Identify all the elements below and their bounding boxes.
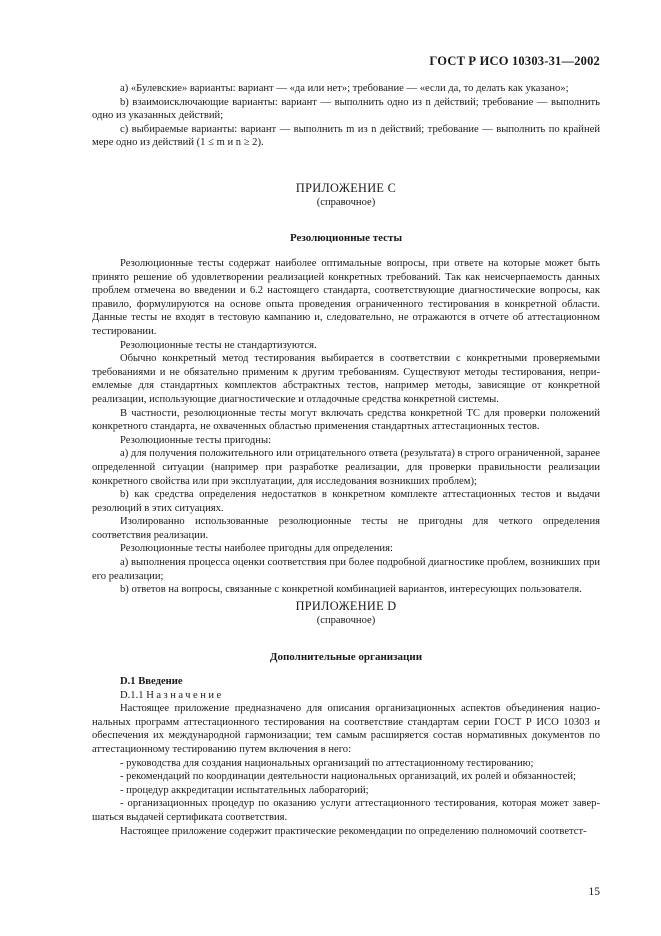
appendix-d-title: Дополнительные организации [269,651,423,663]
paragraph: Обычно конкретный метод тестирования выбирается в соответствии с конкретными проверяемыми требованиями и не обязательно применим к другим требованиям. Существуют методы тестирования, неприемлемые для стандартных комплектов абстрактных тестов, например методы, зависящие от конкретной реализации, использующие диагностические и отладочные средства конкретной системы. [92,353,600,405]
subsection-number: D.1.1 [120,689,144,701]
appendix-c-label: ПРИЛОЖЕНИЕ С [295,181,397,195]
list-item: b) ответов на вопросы, связанные с конкретной комбинацией вариантов, интересующих пользователя. [120,584,582,596]
paragraph: Резолюционные тесты не стандартизуются. [120,339,317,351]
subsection-title: Назначение [146,689,224,701]
section-heading: D.1 Введение [120,676,183,687]
list-item: а) «Булевские» варианты: вариант — «да или нет»; требование — «если да, то делать как указано»; [120,83,569,94]
list-item: - процедур аккредитации испытательных лабораторий; [120,784,369,796]
document-header: ГОСТ Р ИСО 10303-31—2002 [429,54,600,68]
list-item: b) взаимоисключающие варианты: вариант — выполнить одно из n действий; требование — выполнить одно из указанных действий; [92,96,600,122]
options-list [92,82,600,150]
paragraph: Настоящее приложение предназначено для описания организационных аспектов объединения национальных программ аттестационного тестирования на соответствие стандартам серии ГОСТ Р ИСО 10303 и обеспечения их международной гармонизации; тем самым расширяется состав нормативных документов по аттестационному тестированию путем включения в него: [92,703,600,755]
list-item: b) как средства определения недостатков в конкретном комплекте аттестационных тестов и выдачи резолюций в этих ситуациях. [92,489,600,514]
paragraph: Резолюционные тесты наиболее пригодны для определения: [120,543,393,555]
appendix-d-body [92,675,600,838]
list-item: - руководства для создания национальных организаций по аттестационному тестированию; [120,757,534,769]
list-item: а) выполнения процесса оценки соответствия при более подробной диагностике проблем, возникших при его реализации; [92,557,600,582]
list-item: - организационных процедур по оказанию услуги аттестационного тестирования, которая может завершаться выдачей сертификата соответствия. [92,798,600,823]
paragraph: В частности, резолюционные тесты могут включать средства конкретной ТС для проверки положений конкретного стандарта, не охваченных областью применения стандартных аттестационных тестов. [92,407,600,433]
paragraph: Резолюционные тесты содержат наиболее оптимальные вопросы, при ответе на которые может быть принято решение об удовлетворении реализацией конкретных требований. Так как неисчерпаемость данных проблем отмечена во введении и 6.2 настоящего стандарта, соответствующие диагностические вопросы, как правило, формулируются на основе опыта проведения ограниченного тестирования в конкретной области. Данные тесты не входят в тестовую кампанию и, следовательно, не отражаются в отчете об аттестационном тестировании. [92,258,600,337]
appendix-c-title: Резолюционные тесты [289,232,403,244]
appendix-c-note: (справочное) [316,197,376,208]
list-item: с) выбираемые варианты: вариант — выполнить m из n действий; требование — выполнить по крайней мере одно из действий (1 ≤ m и n ≥ 2). [92,123,600,149]
paragraph: Резолюционные тесты пригодны: [120,434,272,446]
appendix-d-note: (справочное) [316,615,376,626]
paragraph: Настоящее приложение содержит практические рекомендации по определению полномочий соответст- [120,825,587,837]
subsection-heading [92,689,600,703]
paragraph: Изолированно использованные резолюционные тесты не пригодны для четкого определения соответствия реализации. [92,516,600,541]
appendix-c-body [92,257,600,597]
list-item: - рекомендаций по координации деятельности национальных организаций, их ролей и обязанностей; [120,771,576,783]
appendix-d-label: ПРИЛОЖЕНИЕ D [295,599,397,613]
list-item: а) для получения положительного или отрицательного ответа (результата) в строго ограниченной, заранее определенной ситуации (например при разработке реализации, для проверки правильности реализации конкретного свойства или при эксплуатации, для исследования возникших проблем); [92,448,600,487]
page-number: 15 [588,886,600,898]
